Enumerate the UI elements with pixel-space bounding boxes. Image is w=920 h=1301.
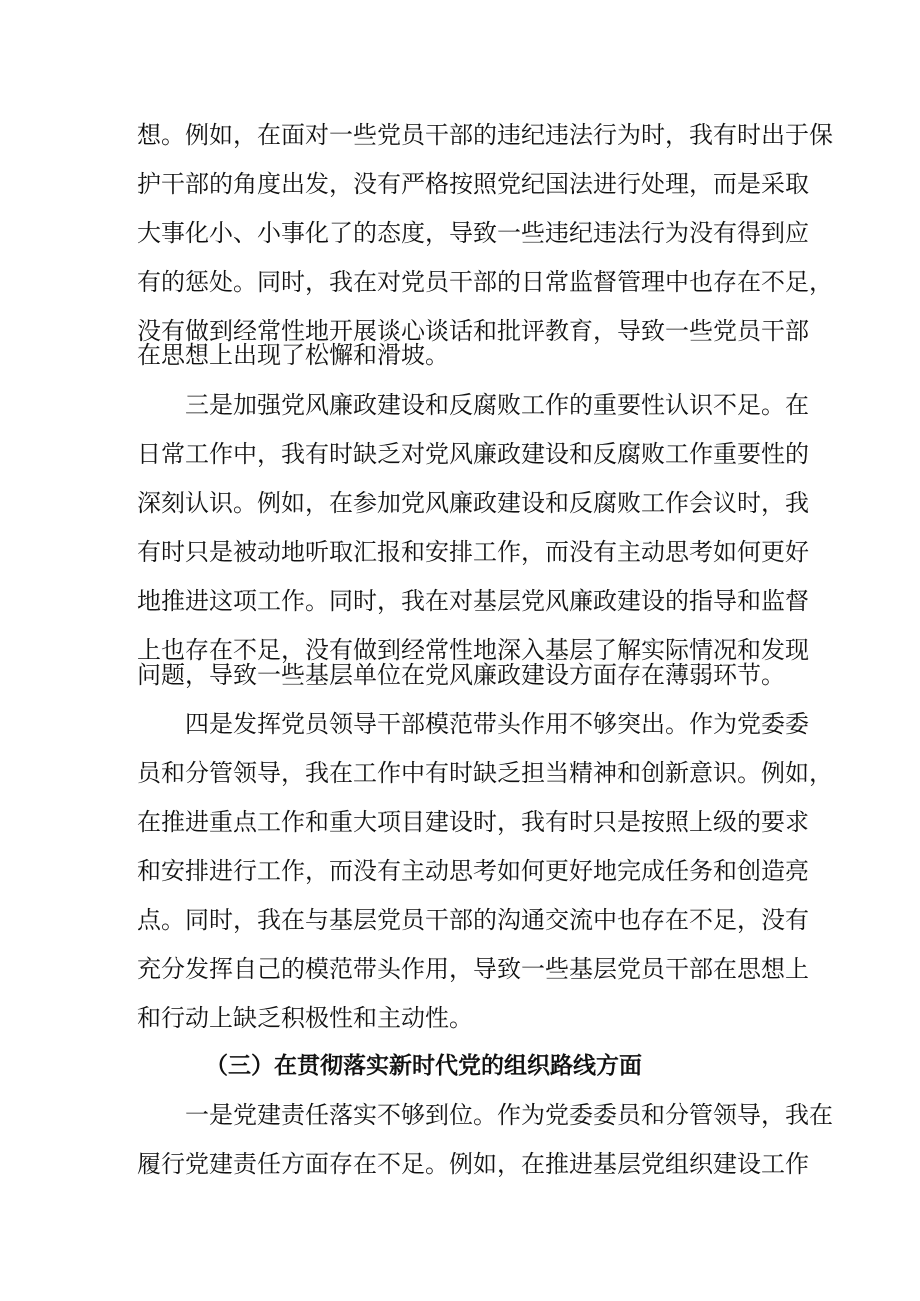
text-line: 有时只是被动地听取汇报和安排工作，而没有主动思考如何更好 — [137, 538, 809, 566]
text-line: 深刻认识。例如，在参加党风廉政建设和反腐败工作会议时，我 — [137, 489, 809, 517]
text-line: 护干部的角度出发，没有严格按照党纪国法进行处理，而是采取 — [137, 170, 809, 198]
text-line: 履行党建责任方面存在不足。例如，在推进基层党组织建设工作 — [137, 1150, 809, 1178]
text-line: 大事化小、小事化了的态度，导致一些违纪违法行为没有得到应 — [137, 219, 809, 247]
text-line: 四是发挥党员领导干部模范带头作用不够突出。作为党委委 — [185, 710, 809, 738]
text-line: 没有做到经常性地开展谈心谈话和批评教育，导致一些党员干部 — [137, 317, 809, 345]
text-line: 地推进这项工作。同时，我在对基层党风廉政建设的指导和监督 — [137, 587, 809, 615]
text-line: 三是加强党风廉政建设和反腐败工作的重要性认识不足。在 — [185, 391, 809, 419]
text-line: 问题，导致一些基层单位在党风廉政建设方面存在薄弱环节。 — [137, 661, 785, 689]
text-line: 员和分管领导，我在工作中有时缺乏担当精神和创新意识。例如， — [137, 759, 833, 787]
text-line: 一是党建责任落实不够到位。作为党委委员和分管领导，我在 — [185, 1101, 833, 1129]
section-heading: （三）在贯彻落实新时代党的组织路线方面 — [205, 1053, 642, 1079]
text-line: 和行动上缺乏积极性和主动性。 — [137, 1004, 473, 1032]
text-line: 在思想上出现了松懈和滑坡。 — [137, 341, 449, 369]
text-line: 充分发挥自己的模范带头作用，导致一些基层党员干部在思想上 — [137, 955, 809, 983]
text-line: 日常工作中，我有时缺乏对党风廉政建设和反腐败工作重要性的 — [137, 440, 809, 468]
text-line: 有的惩处。同时，我在对党员干部的日常监督管理中也存在不足， — [137, 268, 833, 296]
text-line: 上也存在不足，没有做到经常性地深入基层了解实际情况和发现 — [137, 636, 809, 664]
text-line: 点。同时，我在与基层党员干部的沟通交流中也存在不足，没有 — [137, 906, 809, 934]
text-line: 在推进重点工作和重大项目建设时，我有时只是按照上级的要求 — [137, 808, 809, 836]
text-line: 和安排进行工作，而没有主动思考如何更好地完成任务和创造亮 — [137, 857, 809, 885]
text-line: 想。例如，在面对一些党员干部的违纪违法行为时，我有时出于保 — [137, 121, 833, 149]
